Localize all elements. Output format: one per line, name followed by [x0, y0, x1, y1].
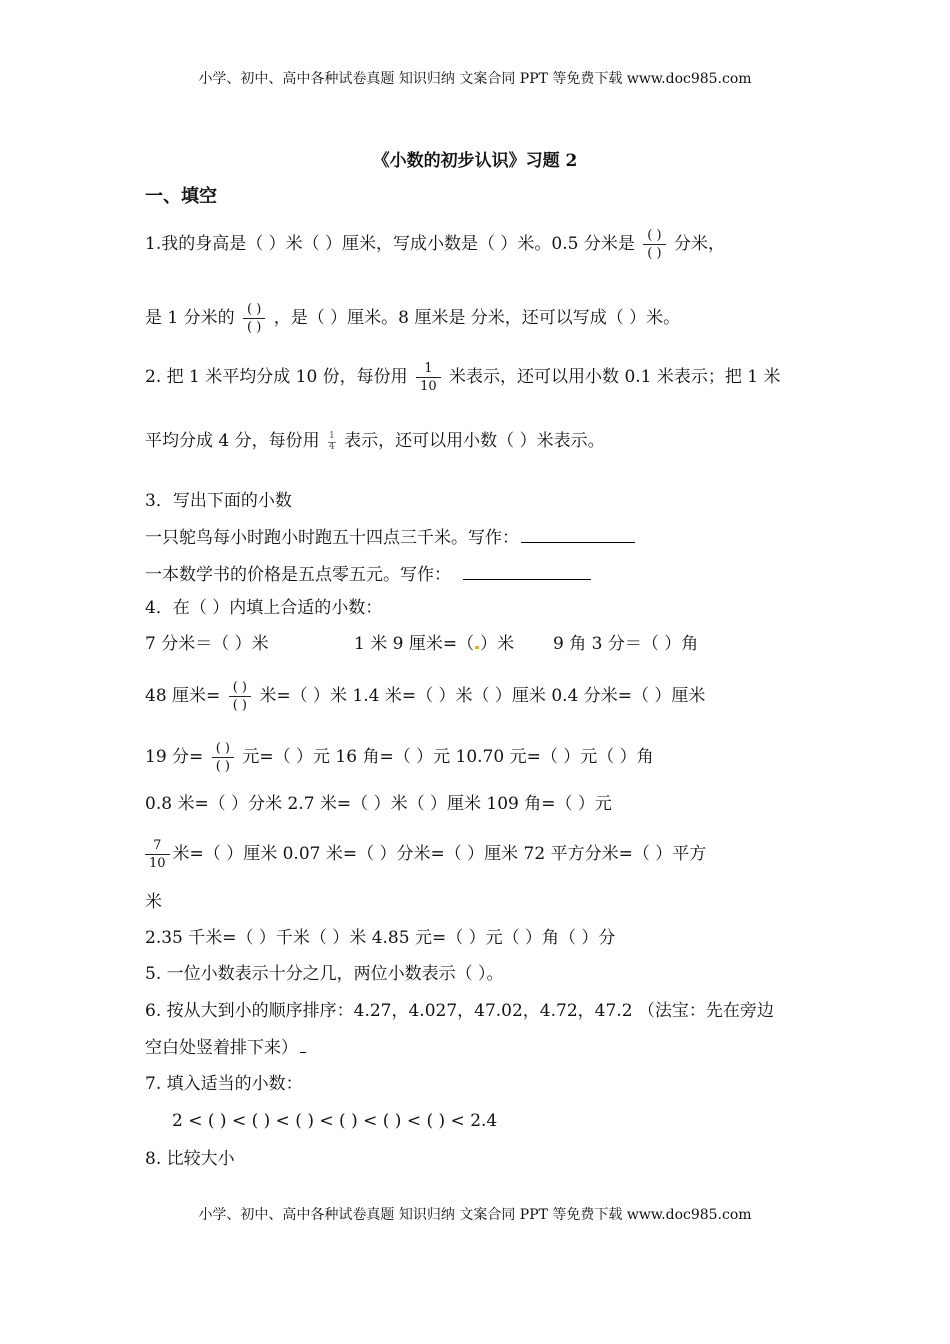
page-footer: 小学、初中、高中各种试卷真题 知识归纳 文案合同 PPT 等免费下载 www.doc985.com: [198, 1207, 752, 1223]
q2-line1: [145, 362, 781, 393]
q7-expression: 2 < ( ) < ( ) < ( ) < ( ) < ( ) < ( ) < 2.4: [172, 1111, 498, 1131]
q3-item1-text: 一只鸵鸟每小时跑小时跑五十四点三千米。写作：: [145, 528, 519, 548]
answer-blank[interactable]: [463, 565, 591, 580]
q2-line2: [145, 430, 605, 452]
q4-row3: 19 分= $\frac{( )}{( )}$ 元=（ ）元 16 角=（ ）元 10.70 元=（ ）元（ ）角: [145, 741, 654, 774]
q1-line1: [145, 229, 725, 260]
q4-heading: 4．在（ ）内填上合适的小数：: [145, 598, 383, 618]
q4-row4: 0.8 米=（ ）分米 2.7 米=（ ）米（ ）厘米 109 角=（ ）元: [145, 794, 612, 814]
fraction-blank: $\frac{( )}{( )}$: [243, 303, 265, 334]
q3-heading: 3．写出下面的小数: [145, 491, 292, 511]
q1-line1-text-b: 分米，: [673, 234, 725, 254]
q2-line1-text-a: 2. 把 1 米平均分成 10 份，每份用: [145, 367, 408, 387]
q4-row2: 48 厘米= $\frac{( )}{( )}$ 米=（ ）米 1.4 米=（ ）米（ ）厘米 0.4 分米=（ ）厘米: [145, 680, 706, 713]
answer-blank[interactable]: [521, 528, 635, 543]
fraction-blank: $\frac{( )}{( )}$: [229, 681, 251, 712]
q3-item2-text: 一本数学书的价格是五点零五元。写作：: [145, 565, 451, 585]
page-title: 《小数的初步认识》习题 2: [372, 151, 578, 171]
q3-item2: [145, 564, 591, 586]
q7-heading: 7. 填入适当的小数：: [145, 1074, 303, 1094]
q8-heading: 8. 比较大小: [145, 1149, 235, 1169]
q4-row1-c: 9 角 3 分＝（ ）角: [553, 634, 699, 654]
highlight-mark: [475, 646, 479, 649]
q3-item1: [145, 527, 635, 549]
q4-row1: [145, 633, 269, 655]
fraction-one-tenth: $\frac{1}{10}$: [416, 362, 441, 393]
fraction-seven-tenths: $\frac{7}{10}$: [145, 839, 170, 870]
answer-blank[interactable]: [300, 1038, 306, 1053]
q1-line2-text-a: 是 1 分米的: [145, 308, 235, 328]
q1-line1-text-a: 1.我的身高是（ ）米（ ）厘米，写成小数是（ ）米。0.5 分米是: [145, 234, 635, 254]
q2-line2-text-b: 表示，还可以用小数（ ）米表示。: [344, 431, 605, 451]
q5: 5. 一位小数表示十分之几，两位小数表示（ ）。: [145, 964, 504, 984]
q6-line1: 6. 按从大到小的顺序排序：4.27，4.027，47.02，4.72，47.2 （法宝：先在旁边: [145, 1001, 774, 1021]
fraction-blank: $\frac{( )}{( )}$: [643, 229, 665, 260]
q6-line2: 空白处竖着排下来）: [145, 1037, 306, 1059]
q4-row7: 2.35 千米=（ ）千米（ ）米 4.85 元=（ ）元（ ）角（ ）分: [145, 928, 616, 948]
section-heading: 一、填空: [145, 186, 217, 207]
q2-line2-text-a: 平均分成 4 分，每份用: [145, 431, 320, 451]
q2-line1-text-b: 米表示，还可以用小数 0.1 米表示；把 1 米: [449, 367, 781, 387]
q1-line2-text-b: ，是（ ）厘米。8 厘米是 分米，还可以写成（ ）米。: [273, 308, 681, 328]
q1-line2: [145, 303, 680, 334]
page-header: 小学、初中、高中各种试卷真题 知识归纳 文案合同 PPT 等免费下载 www.doc985.com: [198, 71, 752, 87]
q4-row5: $\frac{7}{10}$ 米=（ ）厘米 0.07 米=（ ）分米=（ ）厘米 72 平方分米=（ ）平方: [145, 839, 706, 870]
fraction-one-quarter: $\frac{1}{4}$: [329, 430, 335, 452]
q4-row1-a: 7 分米＝（ ）米: [145, 634, 269, 654]
q4-row1-b: 1 米 9 厘米=（ ）米: [354, 634, 515, 654]
q4-row6: 米: [145, 892, 162, 912]
fraction-blank: $\frac{( )}{( )}$: [212, 742, 234, 773]
